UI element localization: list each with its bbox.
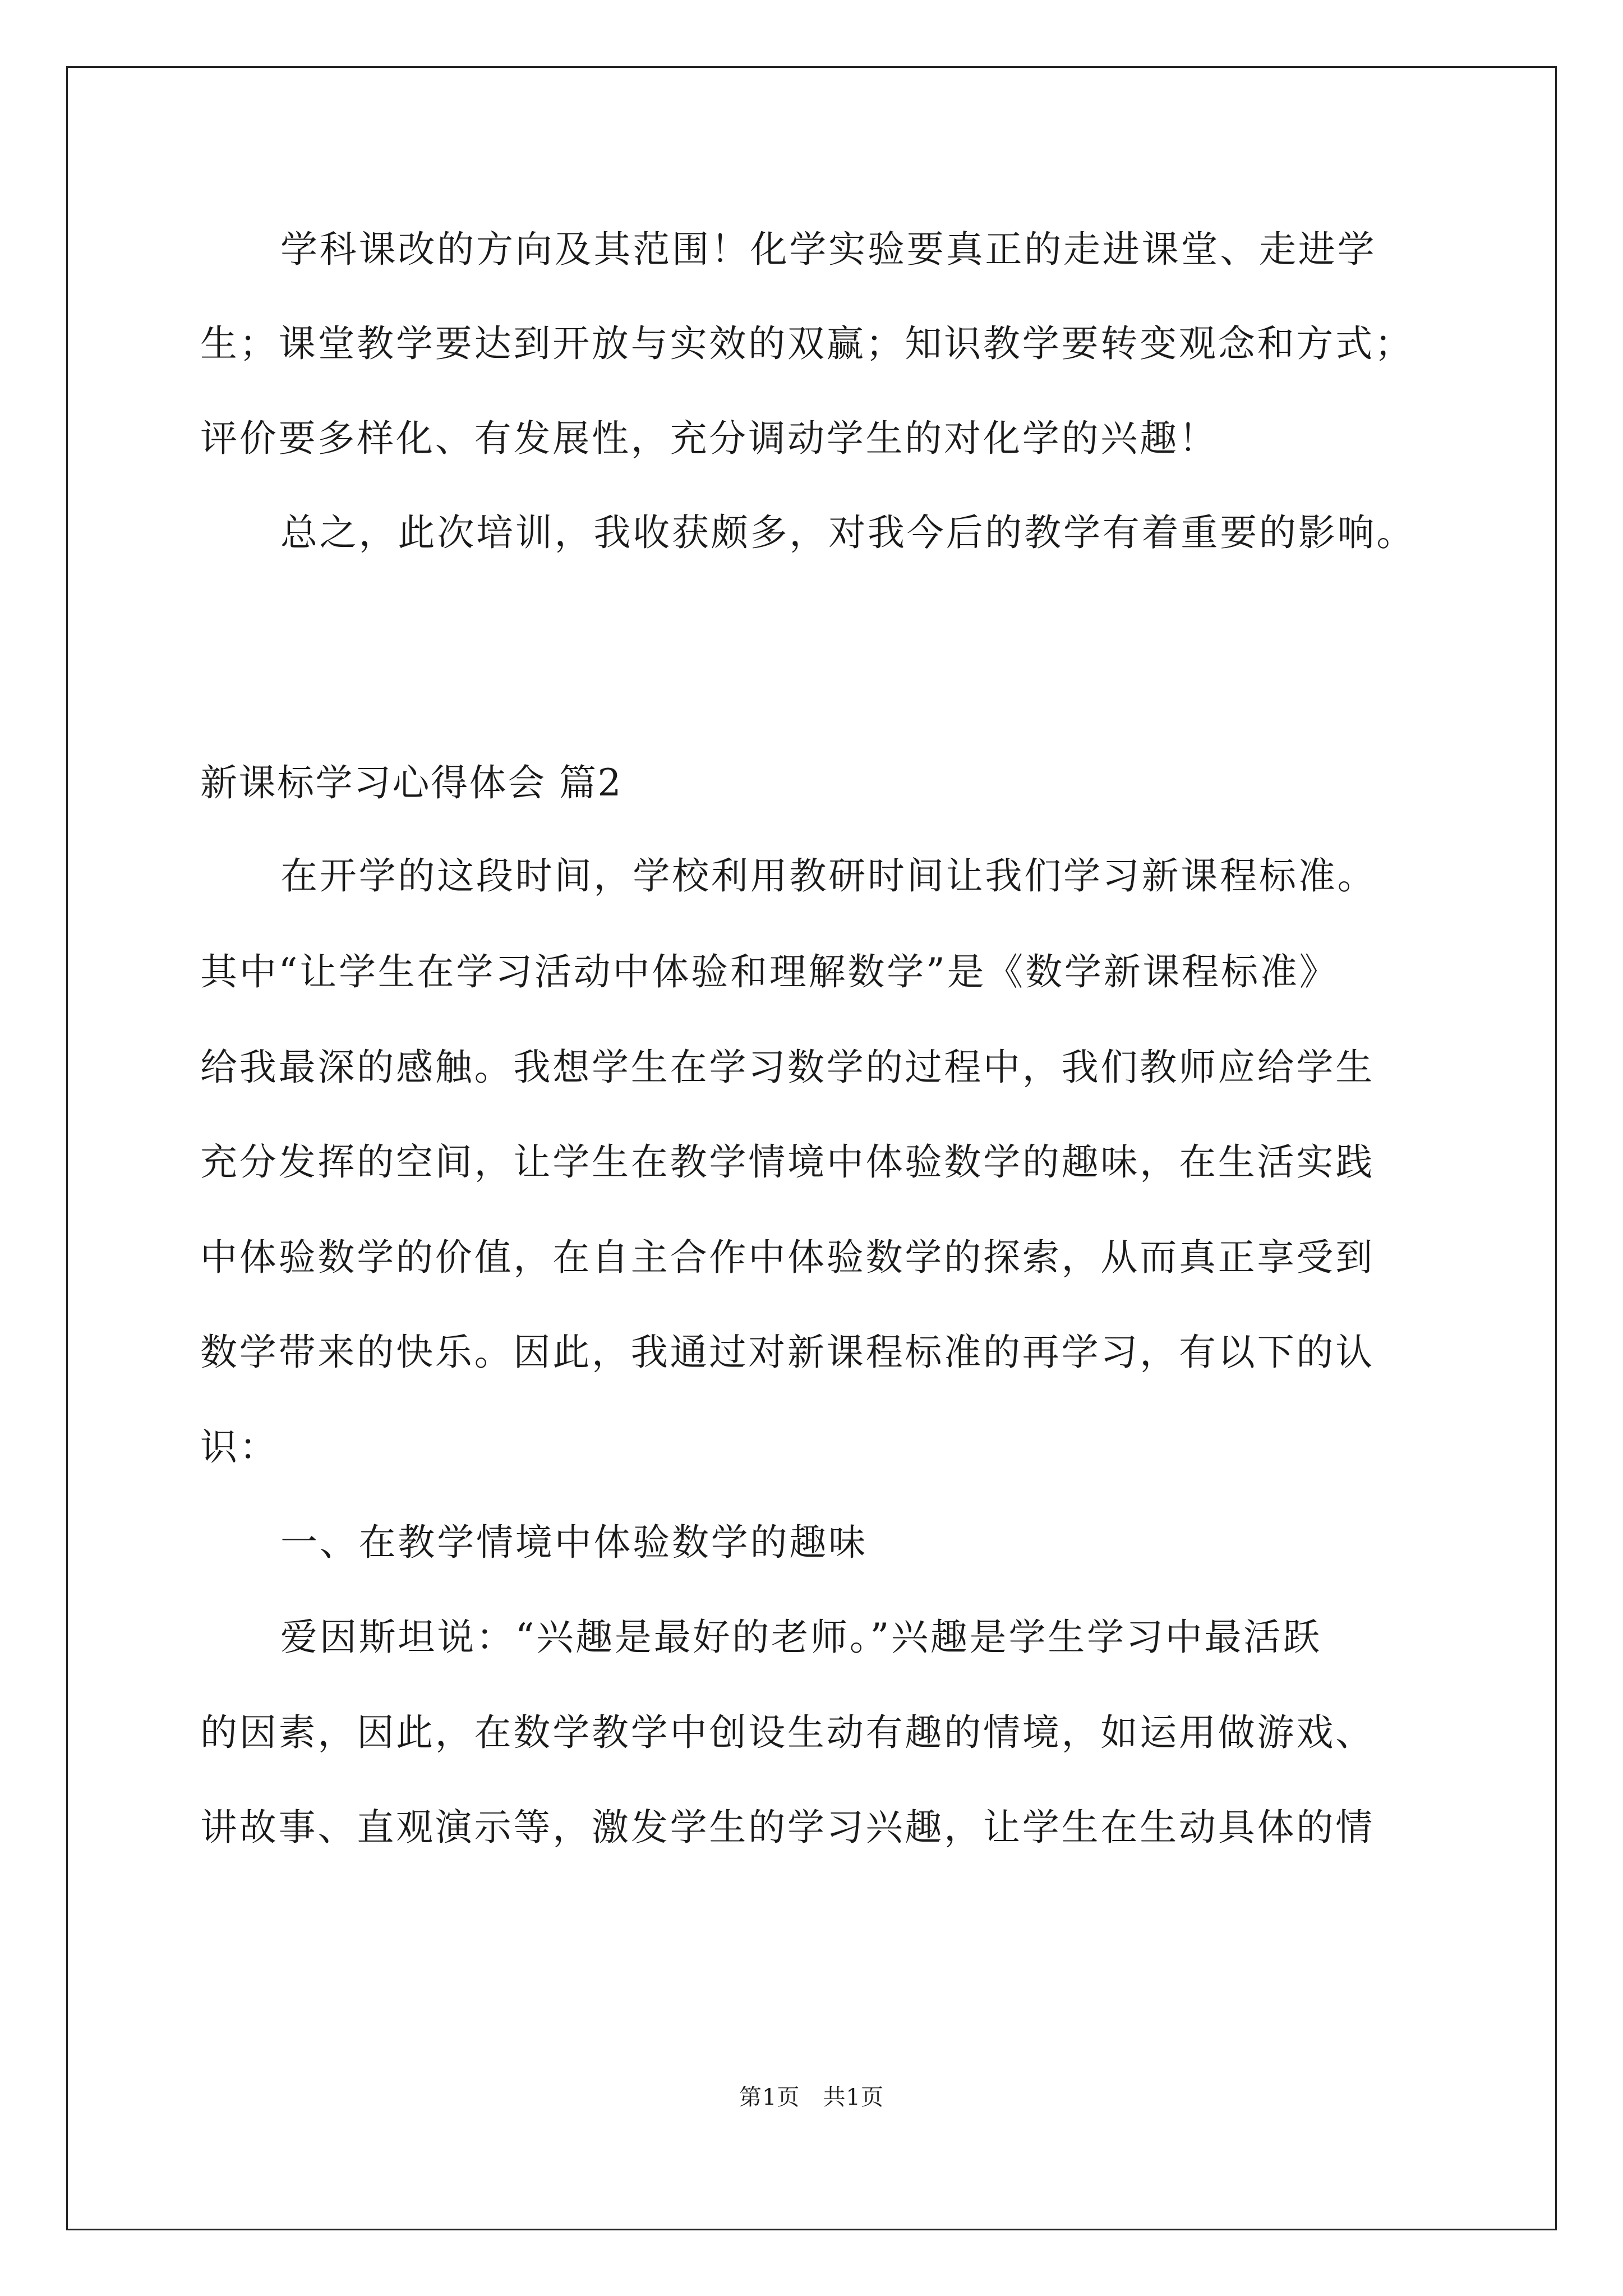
text-line: 讲故事、直观演示等，激发学生的学习兴趣，让学生在生动具体的情 [200, 1806, 1375, 1849]
text-line: 生；课堂教学要达到开放与实效的双赢；知识教学要转变观念和方式； [200, 322, 1414, 365]
text-line: 的因素，因此，在数学教学中创设生动有趣的情境，如运用做游戏、 [200, 1711, 1375, 1754]
text-line: 评价要多样化、有发展性，充分调动学生的对化学的兴趣！ [200, 417, 1218, 460]
text-line: 爱因斯坦说：“兴趣是最好的老师。”兴趣是学生学习中最活跃 [280, 1616, 1322, 1659]
text-line: 其中“让学生在学习活动中体验和理解数学”是《数学新课程标准》 [200, 950, 1339, 993]
text-line: 给我最深的感触。我想学生在学习数学的过程中，我们教师应给学生 [200, 1046, 1375, 1089]
text-line: 总之，此次培训，我收获颇多，对我今后的教学有着重要的影响。 [280, 511, 1416, 554]
section-heading: 新课标学习心得体会 篇2 [200, 761, 623, 804]
text-line: 充分发挥的空间，让学生在教学情境中体验数学的趣味，在生活实践 [200, 1140, 1375, 1184]
text-line: 学科课改的方向及其范围！化学实验要真正的走进课堂、走进学 [280, 228, 1377, 271]
subsection-heading: 一、在教学情境中体验数学的趣味 [280, 1521, 868, 1564]
page-footer: 第1页 共1页 [739, 2085, 884, 2110]
text-line: 数学带来的快乐。因此，我通过对新课程标准的再学习，有以下的认 [200, 1331, 1375, 1374]
text-line: 识： [200, 1425, 279, 1469]
text-line: 中体验数学的价值，在自主合作中体验数学的探索，从而真正享受到 [200, 1236, 1375, 1279]
text-line: 在开学的这段时间，学校利用教研时间让我们学习新课程标准。 [280, 854, 1377, 898]
